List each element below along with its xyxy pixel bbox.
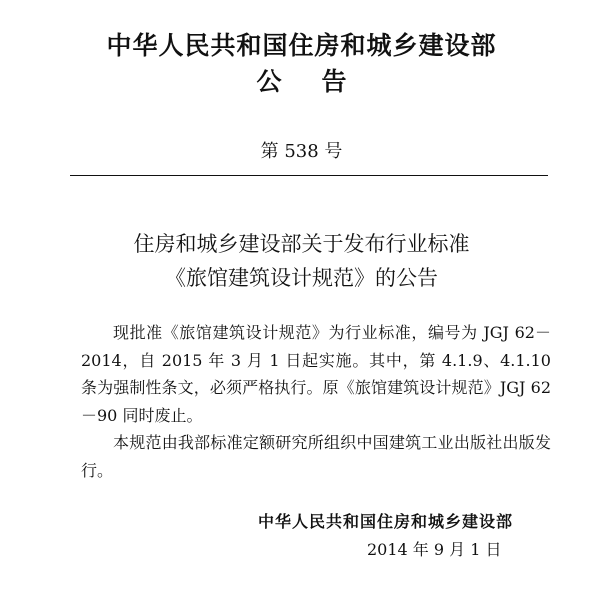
issuer-signature: 中华人民共和国住房和城乡建设部 [258,512,514,531]
document-type-heading: 公告 [256,67,387,96]
body-paragraph-2: 本规范由我部标准定额研究所组织中国建筑工业出版社出版发行。 [81,433,551,480]
headline-line-1: 住房和城乡建设部关于发布行业标准 [133,232,470,256]
headline-line-2: 《旅馆建筑设计规范》的公告 [165,266,438,290]
body-paragraph-1: 现批准《旅馆建筑设计规范》为行业标准，编号为 JGJ 62－2014，自 2015 年 3 月 1 日起实施。其中，第 4.1.9、4.1.10 条为强制性条文，必须严格执行。原《旅馆建筑设计规范》JGJ 62－90 同时废止。 [81,323,551,425]
header-divider [70,175,548,176]
issuer-title: 中华人民共和国住房和城乡建设部 [106,31,497,60]
issue-date: 2014 年 9 月 1 日 [367,540,502,559]
announcement-body [81,319,551,484]
announcement-number: 第 538 号 [260,141,343,162]
